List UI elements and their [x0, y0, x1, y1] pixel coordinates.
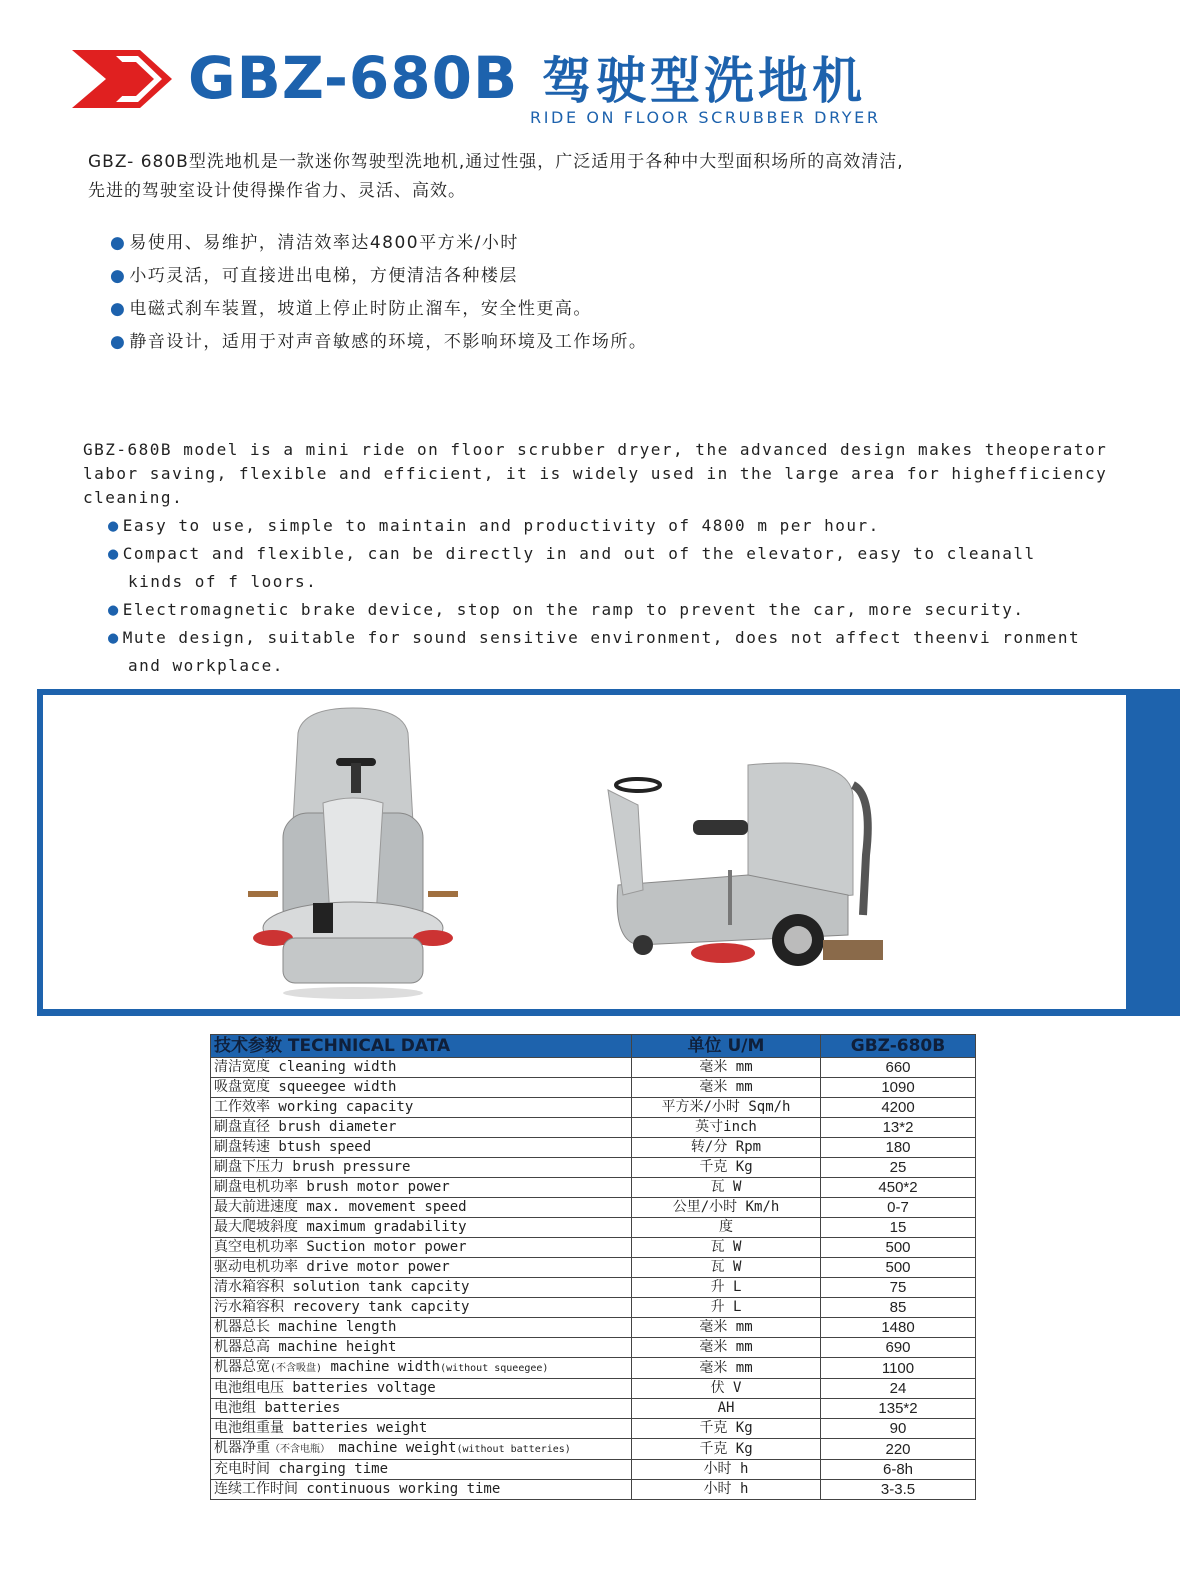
english-feature-list — [108, 512, 1168, 680]
column-header-model: GBZ-680B — [821, 1035, 976, 1058]
english-intro-line: labor saving, flexible and efficient, it is widely used in the large area for highefficiency — [83, 464, 1108, 483]
table-row: 最大前进速度 max. movement speed 公里/小时 Km/h 0-7 — [211, 1198, 976, 1218]
technical-data-table — [210, 1034, 976, 1500]
list-item: ● 小巧灵活，可直接进出电梯，方便清洁各种楼层 — [110, 266, 518, 286]
table-row: 刷盘电机功率 brush motor power 瓦 W 450*2 — [211, 1178, 976, 1198]
bullet-dot-icon: ● — [108, 544, 120, 564]
english-intro — [83, 438, 1143, 510]
bullet-dot-icon: ● — [110, 266, 127, 286]
table-row: 电池组重量 batteries weight 千克 Kg 90 — [211, 1419, 976, 1439]
table-row: 刷盘转速 btush speed 转/分 Rpm 180 — [211, 1138, 976, 1158]
table-row: 最大爬坡斜度 maximum gradability 度 15 — [211, 1218, 976, 1238]
bullet-dot-icon: ● — [108, 628, 120, 648]
list-item: ● Mute design, suitable for sound sensitive environment, does not affect theenvi ronment and workplace. — [108, 628, 1081, 675]
table-row: 机器总高 machine height 毫米 mm 690 — [211, 1338, 976, 1358]
table-row: 机器净重（不含电瓶） machine weight(without batteries) 千克 Kg 220 — [211, 1439, 976, 1460]
table-row: 工作效率 working capacity 平方米/小时 Sqm/h 4200 — [211, 1098, 976, 1118]
list-item: ● Compact and flexible, can be directly in and out of the elevator, easy to cleanall kinds of f loors. — [108, 544, 1036, 591]
table-row: 刷盘下压力 brush pressure 千克 Kg 25 — [211, 1158, 976, 1178]
bullet-dot-icon: ● — [110, 299, 127, 319]
scrubber-side-view-image — [598, 755, 888, 995]
table-row: 电池组电压 batteries voltage 伏 V 24 — [211, 1379, 976, 1399]
english-intro-line: cleaning. — [83, 488, 184, 507]
list-item: ● 易使用、易维护，清洁效率达4800平方米/小时 — [110, 233, 519, 253]
english-intro-line: GBZ-680B model is a mini ride on floor scrubber dryer, the advanced design makes theoperator — [83, 440, 1108, 459]
chinese-title: 驾驶型洗地机 — [542, 52, 866, 110]
table-row: 机器总宽(不含吸盘) machine width(without squeegee) 毫米 mm 1100 — [211, 1358, 976, 1379]
bullet-dot-icon: ● — [110, 233, 127, 253]
table-row: 真空电机功率 Suction motor power 瓦 W 500 — [211, 1238, 976, 1258]
table-row: 清水箱容积 solution tank capcity 升 L 75 — [211, 1278, 976, 1298]
list-item: ● 静音设计，适用于对声音敏感的环境，不影响环境及工作场所。 — [110, 332, 648, 352]
column-header-parameter: 技术参数 TECHNICAL DATA — [211, 1035, 632, 1058]
chinese-intro-line: GBZ- 680B型洗地机是一款迷你驾驶型洗地机,通过性强，广泛适用于各种中大型面积场所的高效清洁, — [88, 152, 904, 172]
model-title: GBZ-680B — [188, 44, 519, 112]
list-item: ● 电磁式刹车装置，坡道上停止时防止溜车，安全性更高。 — [110, 299, 592, 319]
column-header-unit: 单位 U/M — [632, 1035, 821, 1058]
table-row: 吸盘宽度 squeegee width 毫米 mm 1090 — [211, 1078, 976, 1098]
table-header-row — [211, 1035, 976, 1058]
table-row: 驱动电机功率 drive motor power 瓦 W 500 — [211, 1258, 976, 1278]
chinese-intro — [88, 148, 1128, 206]
chinese-feature-list — [110, 227, 1150, 359]
table-row: 电池组 batteries AH 135*2 — [211, 1399, 976, 1419]
table-row: 清洁宽度 cleaning width 毫米 mm 660 — [211, 1058, 976, 1078]
table-row: 机器总长 machine length 毫米 mm 1480 — [211, 1318, 976, 1338]
product-photo-panel — [43, 695, 1126, 1009]
bullet-dot-icon: ● — [108, 600, 120, 620]
brand-logo-chevron-icon — [72, 50, 174, 108]
bullet-dot-icon: ● — [110, 332, 127, 352]
table-row: 刷盘直径 brush diameter 英寸inch 13*2 — [211, 1118, 976, 1138]
chinese-intro-line: 先进的驾驶室设计使得操作省力、灵活、高效。 — [88, 181, 466, 201]
english-subtitle: RIDE ON FLOOR SCRUBBER DRYER — [530, 108, 881, 127]
table-row: 连续工作时间 continuous working time 小时 h 3-3.5 — [211, 1480, 976, 1500]
bullet-dot-icon: ● — [108, 516, 120, 536]
table-row: 污水箱容积 recovery tank capcity 升 L 85 — [211, 1298, 976, 1318]
list-item: ● Electromagnetic brake device, stop on the ramp to prevent the car, more security. — [108, 600, 1025, 620]
table-row: 充电时间 charging time 小时 h 6-8h — [211, 1460, 976, 1480]
scrubber-front-view-image — [243, 703, 463, 1003]
list-item: ● Easy to use, simple to maintain and productivity of 4800 m per hour. — [108, 516, 880, 536]
